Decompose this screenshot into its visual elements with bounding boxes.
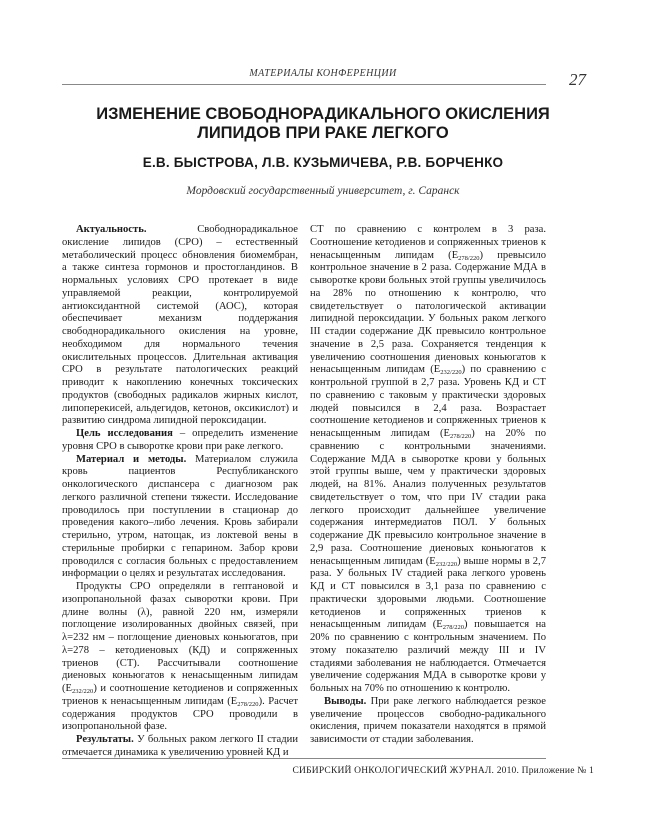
left-column bbox=[62, 224, 298, 760]
relevance-text: Свободнорадикальное окисление липидов (СРО) – естественный метаболический процесс обновления биомембран, а также синтеза гормонов и простогландинов. В нормальных условиях СРО протекает в виде управляемой реакции, контролируемой антиоксидантной системой (АОС), которая обеспечивает механизм поддержания свободнорадикального окисления на уровне, необходимом для нормального течения окислительных процессов. Длительная активация СРО в результате патологических реакций приводит к накоплению конечных токсических продуктов (свободных радикалов жирных кислот, липоперекисей, альдегидов, кетонов, оксикислот) и развитию синдрома липидной пероксидации. bbox=[62, 224, 298, 427]
right-text-a: СТ по сравнению с контролем в 3 раза. Соотношение кетодиенов и сопряженных триенов к ненасыщенным липидам (E bbox=[310, 224, 546, 261]
authors: Е.В. БЫСТРОВА, Л.В. КУЗЬМИЧЕВА, Р.В. БОРЧЕНКО bbox=[142, 155, 504, 170]
running-head: МАТЕРИАЛЫ КОНФЕРЕНЦИИ bbox=[249, 68, 397, 79]
results-text: У больных раком легкого II стадии отмечается динамика к увеличению уровней КД и bbox=[62, 734, 298, 758]
footer-rule bbox=[62, 758, 546, 759]
aim-paragraph bbox=[62, 428, 298, 454]
subscript-278-220: 278/220 bbox=[449, 433, 472, 440]
results-paragraph bbox=[62, 734, 298, 760]
methods-text: Материалом служила кровь пациентов Республиканского онкологического диспансера с диагнозом рак легкого различной степени тяжести. Исследование проводилось при поступлении в стационар до проведения какого–либо лечения. Кровь забирали стерильно, утром, натощак, из локтевой вены в стерильные пробирки с гепарином. Забор крови проводился с согласия больных с предоставлением информации о целях и результатах исследования. bbox=[62, 453, 298, 580]
relevance-heading: Актуальность. bbox=[76, 224, 147, 235]
conclusions-text: При раке легкого наблюдается резкое увеличение процессов свободно-радикального окисления, причем показатели находятся в прямой зависимости от стадии заболевания. bbox=[310, 695, 546, 745]
aim-text: – определить изменение уровня СРО в сыворотке крови при раке легкого. bbox=[62, 428, 299, 452]
products-text-c: ). Расчет содержания продуктов СРО проводили в изопропанольной фазе. bbox=[62, 695, 298, 733]
results-heading: Результаты. bbox=[76, 734, 134, 745]
results-continued bbox=[310, 224, 546, 696]
right-text-d: ) на 20% по сравнению с контрольными значениями. Содержание МДА в сыворотке крови у больных этой группы выше, чем у практически здоровых людей, на 81%. Анализ полученных результатов свидетельствует о том, что при IV стадии рака легкого происходит дальнейшее увеличение содержания интермедиатов ПОЛ. У больных содержание ДК превысило контрольное значение в 2,9 раза. Соотношение диеновых коньюгатов к ненасыщенным липидам (E bbox=[310, 428, 547, 567]
conclusions-heading: Выводы. bbox=[324, 695, 367, 707]
subscript-232-220: 232/220 bbox=[72, 688, 94, 695]
subscript-278-220: 278/220 bbox=[237, 700, 259, 708]
page-number: 27 bbox=[569, 70, 586, 89]
right-text-f: ) повышается на 20% по сравнению с контрольным значением. По этому показателю различий между III и IV стадиями заболевания не наблюдается. Отмечается увеличение содержания МДА в сыворотке крови у больных на 70% по отношению к контролю. bbox=[310, 619, 546, 694]
products-text-b: ) и соотношение кетодиенов и сопряженных триенов к ненасыщенным липидам (E bbox=[62, 683, 298, 707]
right-text-c: ) по сравнению с контрольной группой в 2,7 раза. Уровень КД и СТ по сравнению с таковым у практически здоровых людей повысился в 2,4 раза. Возрастает соотношение кетодиенов и сопряженных триенов к ненасыщенным липидам (E bbox=[310, 364, 547, 439]
products-paragraph bbox=[62, 581, 298, 734]
methods-heading: Материал и методы. bbox=[76, 453, 187, 465]
conclusions-paragraph bbox=[310, 696, 546, 747]
affiliation: Мордовский государственный университет, г. Саранск bbox=[186, 185, 460, 197]
methods-paragraph bbox=[62, 454, 298, 582]
subscript-232-220: 232/220 bbox=[435, 560, 458, 568]
relevance-paragraph bbox=[62, 224, 298, 428]
title-line-2: ЛИПИДОВ ПРИ РАКЕ ЛЕГКОГО bbox=[197, 124, 449, 142]
right-column bbox=[310, 224, 546, 747]
subscript-278-220: 278/220 bbox=[458, 254, 480, 262]
article-title bbox=[40, 105, 606, 143]
aim-heading: Цель исследования bbox=[76, 428, 173, 439]
right-text-e: ) выше нормы в 2,7 раза. У больных IV стадией рака легкого уровень КД и СТ повысился в 3,1 раза по сравнению с практически здоровыми людьми. Соотношение кетодиенов и сопряженных триенов к ненасыщенным липидам (E bbox=[310, 555, 546, 631]
header-rule bbox=[62, 84, 546, 85]
subscript-278-220: 278/220 bbox=[442, 624, 465, 632]
products-text-a: Продукты СРО определяли в гептановой и изопропанольной фазах сыворотки крови. При длине волны (λ), равной 220 нм, измеряли поглощение изолированных двойных связей, при λ=232 нм – поглощение диеновых коньюгатов, при λ=278 – кетодиеновых (КД) и сопряженных триенов (СТ). Рассчитывали соотношение диеновых коньюгатов к ненасыщенным липидам (E bbox=[62, 581, 298, 694]
subscript-232-220: 232/220 bbox=[440, 369, 462, 377]
journal-footer: СИБИРСКИЙ ОНКОЛОГИЧЕСКИЙ ЖУРНАЛ. 2010. Приложение № 1 bbox=[292, 766, 594, 776]
title-line-1: ИЗМЕНЕНИЕ СВОБОДНОРАДИКАЛЬНОГО ОКИСЛЕНИЯ bbox=[96, 105, 550, 123]
right-text-b: ) превысило контрольное значение в 2 раза. Содержание МДА в сыворотке крови больных этой группы увеличилось на 28% по отношению к контролю, что свидетельствует о патологической активации липидной пероксидации. У больных раком легкого III стадии содержание ДК превысило контрольное значение в 2,5 раза. Сохраняется тенденция к увеличению соотношения диеновых коньюгатов к ненасыщенным липидам (E bbox=[310, 249, 547, 376]
